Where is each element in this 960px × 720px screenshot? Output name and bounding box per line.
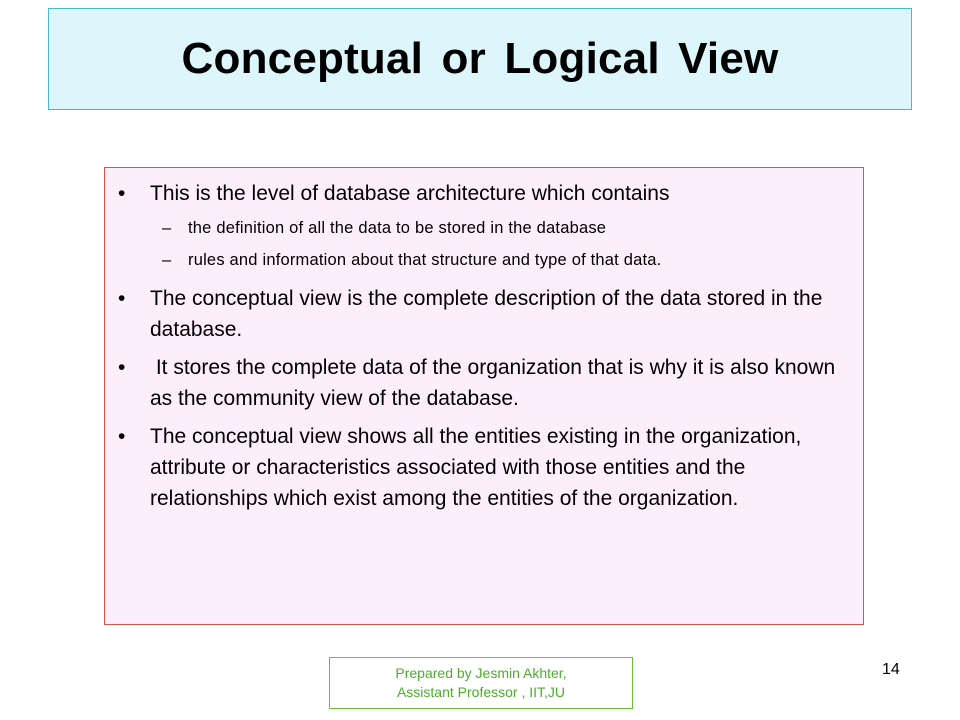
bullet-list [105,178,863,521]
slide-title: Conceptual or Logical View [181,34,779,83]
bullet-item [105,178,863,276]
footer-line-author: Prepared by Jesmin Akhter, [395,665,567,681]
sub-bullet-text: rules and information about that structure and type of that data. [188,251,662,269]
bullet-marker: • [118,182,126,205]
sub-bullet-item [150,212,851,244]
bullet-marker: • [118,356,126,379]
bullet-text: It stores the complete data of the organization that is why it is also known as the community view of the database. [150,356,842,410]
footer-credit [329,657,633,709]
sub-bullet-item [150,244,851,276]
content-box [104,167,864,625]
bullet-marker: • [118,287,126,310]
footer-line-position: Assistant Professor , IIT,JU [396,684,566,700]
sub-bullet-marker: – [162,251,172,269]
title-box [48,8,912,110]
sub-bullet-list [150,212,851,276]
page-number: 14 [882,661,900,678]
bullet-item [105,352,863,414]
bullet-item [105,283,863,345]
bullet-text: The conceptual view is the complete description of the data stored in the database. [150,287,823,341]
bullet-text: This is the level of database architecture which contains [150,182,670,205]
bullet-text: The conceptual view shows all the entities existing in the organization, attribute or characteristics associated with those entities and the relationships which exist among the entities of the organization. [150,425,802,510]
bullet-item [105,421,863,514]
bullet-marker: • [118,425,126,448]
sub-bullet-text: the definition of all the data to be stored in the database [188,219,607,237]
sub-bullet-marker: – [162,219,172,237]
